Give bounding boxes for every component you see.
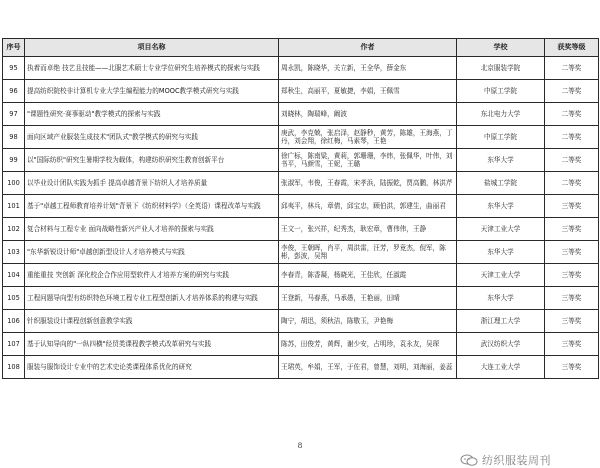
table-row [3, 310, 599, 333]
table-row [3, 356, 599, 379]
cell-authors: 张淑军，韦俊，王春霞，宋孝浜，陆振乾，贾高鹏，林洪芹 [279, 172, 457, 195]
table-row [3, 57, 599, 80]
cell-award-level: 三等奖 [545, 356, 599, 379]
cell-award-level: 三等奖 [545, 241, 599, 264]
table-row [3, 172, 599, 195]
cell-authors: 李俊，王朝晖，肖平，周洪雷，汪芳，罗竟杰，倪军，陈彬，彭波，吴翔 [279, 241, 457, 264]
cell-authors: 郑秋生，高丽平，夏敏捷，李娟，王佩雪 [279, 80, 457, 103]
table-row [3, 241, 599, 264]
cell-no: 99 [3, 149, 25, 172]
cell-project-name: 基于认知导向的"一纵四横"经贸类课程教学模式改革研究与实践 [25, 333, 279, 356]
cell-award-level: 二等奖 [545, 172, 599, 195]
cell-award-level: 二等奖 [545, 57, 599, 80]
cell-school: 大连工业大学 [457, 356, 545, 379]
cell-award-level: 三等奖 [545, 333, 599, 356]
table-row [3, 218, 599, 241]
cell-school: 东北电力大学 [457, 103, 545, 126]
cell-award-level: 二等奖 [545, 126, 599, 149]
cell-project-name: 针织服装设计课程创新创意教学实践 [25, 310, 279, 333]
cell-award-level: 三等奖 [545, 264, 599, 287]
cell-authors: 邱夷平，林兵，章倩，邱宝忠，顾伯洪，郭建生，曲丽君 [279, 195, 457, 218]
cell-no: 107 [3, 333, 25, 356]
cell-project-name: 提高纺织院校非计算机专业大学生编程能力的MOOC教学模式研究与实践 [25, 80, 279, 103]
awards-table [2, 38, 599, 379]
watermark-text: 纺织服装周刊 [482, 454, 551, 467]
header-authors: 作者 [279, 39, 457, 57]
page-number: 8 [297, 441, 303, 450]
cell-no: 106 [3, 310, 25, 333]
table-row [3, 333, 599, 356]
cell-authors: 陶宁，胡迅，须秋洁，陈敬玉，尹艳梅 [279, 310, 457, 333]
cell-school: 盐城工学院 [457, 172, 545, 195]
cell-no: 105 [3, 287, 25, 310]
cell-no: 96 [3, 80, 25, 103]
cell-authors: 庚武，李克兢，张启泽，赵静秒，黄芳，陈雄，王海燕，丁丹，刘会翔，徐红梅，马素琴，王艳 [279, 126, 457, 149]
cell-project-name: 重能重技 突创新 深化校企合作应用型软件人才培养方案的研究与实践 [25, 264, 279, 287]
cell-award-level: 三等奖 [545, 287, 599, 310]
table-header [3, 39, 599, 57]
cell-award-level: 二等奖 [545, 103, 599, 126]
cell-no: 97 [3, 103, 25, 126]
cell-school: 浙江理工大学 [457, 310, 545, 333]
cell-school: 天津工业大学 [457, 218, 545, 241]
cell-award-level: 三等奖 [545, 218, 599, 241]
cell-award-level: 三等奖 [545, 195, 599, 218]
cell-school: 东华大学 [457, 195, 545, 218]
cell-no: 95 [3, 57, 25, 80]
cell-no: 100 [3, 172, 25, 195]
table-row [3, 80, 599, 103]
cell-authors: 刘晓林，陶瑞峰，阚波 [279, 103, 457, 126]
cell-project-name: "东华新锐设计师"卓越创新型设计人才培养模式与实践 [25, 241, 279, 264]
cell-authors: 徐广标，陈南粱，黄莉，郭珊珊，李炜，张佩华，叶伟，刘书平，马颜雪，王妮，王璐 [279, 149, 457, 172]
cell-project-name: 面向区域产业服装生成技术"团队式"教学模式的研究与实践 [25, 126, 279, 149]
cell-no: 101 [3, 195, 25, 218]
header-no: 序号 [3, 39, 25, 57]
cell-authors: 陈苏，田俊芳，黄辉，谢少安，占明珍，袁永友，吴琛 [279, 333, 457, 356]
table-row [3, 126, 599, 149]
cell-project-name: 复合材料与工程专业 面向战略性新兴产业人才培养的探索与实践 [25, 218, 279, 241]
header-school: 学校 [457, 39, 545, 57]
table-row [3, 195, 599, 218]
cell-no: 103 [3, 241, 25, 264]
header-award-level: 获奖等级 [545, 39, 599, 57]
cell-award-level: 二等奖 [545, 149, 599, 172]
table-row [3, 264, 599, 287]
cell-project-name: 服装与服饰设计专业中的艺术史论类课程体系优化的研究 [25, 356, 279, 379]
cell-no: 108 [3, 356, 25, 379]
cell-project-name: 工程问题导向型有纺织特色环境工程专业工程型创新人才培养体系的构建与实践 [25, 287, 279, 310]
cell-award-level: 三等奖 [545, 310, 599, 333]
cell-authors: 周永凯，陈晓华，关立新，王全华，薛金东 [279, 57, 457, 80]
cell-no: 102 [3, 218, 25, 241]
wechat-icon [460, 454, 478, 466]
cell-award-level: 二等奖 [545, 80, 599, 103]
cell-project-name: 以"国际纺织"研究生暑期学校为载体，构建纺织研究生教育创新平台 [25, 149, 279, 172]
cell-project-name: "课题性研究·赛事驱动"教学模式的探索与实践 [25, 103, 279, 126]
cell-authors: 王珺英，牟娟，王军，于佐君，曾慧，刘明，刘海丽，姜蕊 [279, 356, 457, 379]
cell-school: 中原工学院 [457, 80, 545, 103]
table-row [3, 149, 599, 172]
cell-school: 北京服装学院 [457, 57, 545, 80]
cell-school: 东华大学 [457, 241, 545, 264]
cell-school: 东华大学 [457, 287, 545, 310]
cell-no: 104 [3, 264, 25, 287]
table-body [3, 57, 599, 379]
cell-no: 98 [3, 126, 25, 149]
cell-project-name: 以毕业设计团队实践为抓手 提高卓越背景下纺织人才培养质量 [25, 172, 279, 195]
cell-school: 武汉纺织大学 [457, 333, 545, 356]
cell-authors: 王登新，马春燕，马承愚，王艳丽，田晴 [279, 287, 457, 310]
header-project-name: 项目名称 [25, 39, 279, 57]
cell-school: 中原工学院 [457, 126, 545, 149]
table-row [3, 103, 599, 126]
cell-project-name: 执着而卓绝 技艺且技能——北服艺术硕士专业学位研究生培养模式的探索与实践 [25, 57, 279, 80]
cell-authors: 王文一，张兴祥，纪秀杰，耿宏章，曹伟伟，王静 [279, 218, 457, 241]
cell-school: 东华大学 [457, 149, 545, 172]
table-row [3, 287, 599, 310]
cell-school: 天津工业大学 [457, 264, 545, 287]
cell-project-name: 基于"卓越工程师教育培养计划"背景下《纺织材料学》（全英语）课程改革与实践 [25, 195, 279, 218]
cell-authors: 李春青，陈香凝，杨晓光，王佳欣，任淑霞 [279, 264, 457, 287]
